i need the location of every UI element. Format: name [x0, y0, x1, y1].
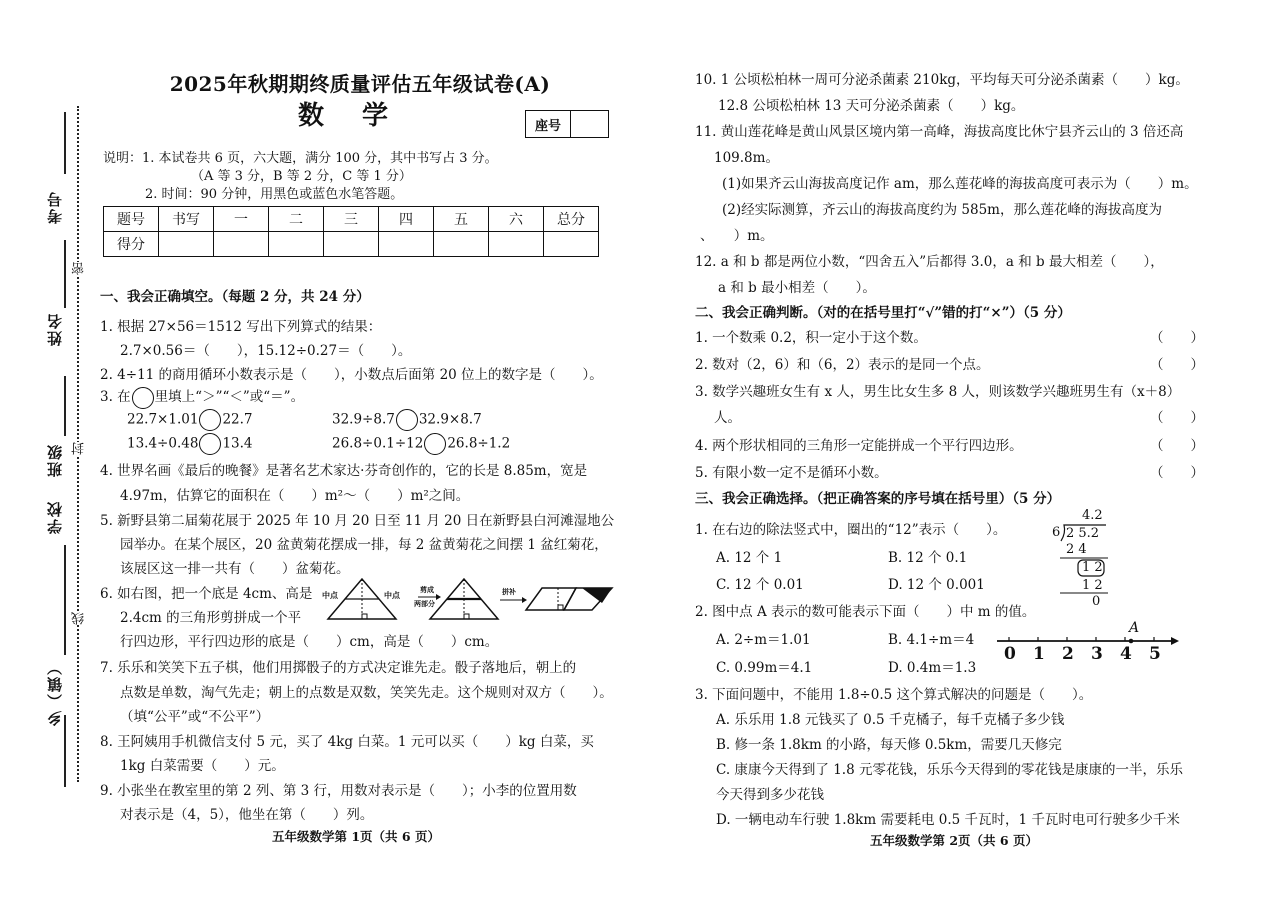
- score-header-cell: 三: [324, 207, 379, 232]
- judge-item-1: 1. 一个数乘 0.2，积一定小于这个数。: [695, 330, 927, 346]
- score-table-header-row: [104, 207, 599, 232]
- number-line-figure: [995, 622, 1180, 667]
- tick-label-4: 4: [1120, 644, 1132, 664]
- question-5-line3: 该展区这一排一共有（ ）盆菊花。: [120, 561, 350, 577]
- number-line-svg: [995, 622, 1180, 646]
- choice-2-option-b[interactable]: B. 4.1÷m＝4: [888, 632, 975, 648]
- page-2-footer: 五年级数学第 2页（共 6 页）: [870, 833, 1038, 848]
- choice-2-option-d[interactable]: D. 0.4m＝1.3: [888, 660, 977, 676]
- question-6-line3: 行四边形，平行四边形的底是（ ）cm，高是（ ）cm。: [120, 634, 499, 650]
- field-class: 班级: [46, 443, 64, 477]
- score-header-cell: 六: [489, 207, 544, 232]
- division-divisor: 6: [1052, 525, 1061, 540]
- choice-3-stem: 3. 下面问题中，不能用 1.8÷0.5 这个算式解决的问题是（ ）。: [695, 687, 1093, 703]
- score-header-cell: 五: [434, 207, 489, 232]
- division-remainder: 0: [1092, 594, 1101, 609]
- score-cell[interactable]: [269, 232, 324, 257]
- instruction-2: 2. 时间：90 分钟，用黑色或蓝色水笔答题。: [145, 187, 404, 202]
- question-11-part2-blank: 、 ）m。: [700, 228, 774, 244]
- compare-item: [127, 409, 253, 431]
- choice-3-option-b[interactable]: B. 修一条 1.8km 的小路，每天修 0.5km，需要几天修完: [716, 737, 1062, 753]
- instruction-1: 说明：1. 本试卷共 6 页，六大题，满分 100 分，其中书写占 3 分。: [103, 151, 498, 166]
- choice-1-option-d[interactable]: D. 12 个 0.001: [888, 577, 985, 593]
- question-11-part2: (2)经实际测算，齐云山的海拔高度约为 585m，那么莲花峰的海拔高度为: [722, 202, 1162, 218]
- point-a-label: A: [1129, 620, 1140, 636]
- question-6-line1: 6. 如右图，把一个底是 4cm、高是: [100, 586, 313, 602]
- section-3-heading: 三、我会正确选择。（把正确答案的序号填在括号里）（5 分）: [695, 491, 1061, 507]
- question-10-line2: 12.8 公顷松柏林 13 天可分泌杀菌素（ ）kg。: [718, 98, 1025, 114]
- judge-answer-2[interactable]: （ ）: [1150, 357, 1204, 373]
- score-cell[interactable]: [434, 232, 489, 257]
- instruction-grades: （A 等 3 分，B 等 2 分，C 等 1 分）: [191, 169, 412, 184]
- compare-item: [332, 433, 510, 455]
- compare-left: 26.8÷0.1÷12: [332, 435, 424, 452]
- question-7-line3: （填“公平”或“不公平”）: [120, 709, 270, 725]
- question-9-line2: 对表示是（4，5），他坐在第（ ）列。: [120, 807, 374, 823]
- triangle-cut-figure: [320, 575, 620, 625]
- compare-circle-icon[interactable]: [199, 409, 221, 431]
- judge-answer-1[interactable]: （ ）: [1150, 330, 1204, 346]
- score-header-cell: 题号: [104, 207, 159, 232]
- question-11-part1: (1)如果齐云山海拔高度记作 am，那么莲花峰的海拔高度可表示为（ ）m。: [722, 176, 1198, 192]
- score-header-cell: 总分: [544, 207, 599, 232]
- judge-item-3: 3. 数学兴趣班女生有 x 人，男生比女生多 8 人，则该数学兴趣班男生有（x＋8）: [695, 384, 1181, 400]
- compare-circle-icon: [132, 387, 154, 409]
- field-township: 乡（镇）: [46, 658, 64, 726]
- cut-label-bottom: 两部分: [414, 599, 435, 608]
- township-underline: [64, 715, 66, 787]
- score-cell[interactable]: [379, 232, 434, 257]
- seat-number-field[interactable]: [571, 111, 608, 137]
- score-table: [103, 206, 599, 257]
- score-header-cell: 书写: [159, 207, 214, 232]
- section-1-heading: 一、我会正确填空。（每题 2 分，共 24 分）: [100, 289, 370, 305]
- compare-right: 32.9×8.7: [418, 411, 482, 428]
- question-5-line2: 园举办。在某个展区，20 盆黄菊花摆成一排，每 2 盆黄菊花之间摆 1 盆红菊花，: [120, 537, 608, 553]
- division-quotient: 4.2: [1082, 508, 1103, 523]
- question-7-line2: 点数是单数，淘气先走；朝上的点数是双数，笑笑先走。这个规则对双方（ ）。: [120, 685, 613, 701]
- long-division-figure: [1048, 507, 1118, 607]
- division-circled-12: 1 2: [1082, 560, 1103, 575]
- compare-circle-icon[interactable]: [199, 433, 221, 455]
- exam-title: 2025年秋期期终质量评估五年级试卷(A): [169, 72, 551, 96]
- division-dividend: 2 5.2: [1066, 526, 1100, 541]
- question-8-line1: 8. 王阿姨用手机微信支付 5 元，买了 4kg 白菜。1 元可以买（ ）kg 白菜，买: [100, 734, 594, 750]
- seal-mark-mi: 密: [72, 262, 87, 275]
- division-step1: 2 4: [1066, 542, 1087, 557]
- judge-answer-4[interactable]: （ ）: [1150, 438, 1204, 454]
- score-header-cell: 一: [214, 207, 269, 232]
- judge-item-5: 5. 有限小数一定不是循环小数。: [695, 465, 888, 481]
- question-12-line2: a 和 b 最小相差（ ）。: [718, 280, 876, 296]
- choice-3-option-a[interactable]: A. 乐乐用 1.8 元钱买了 0.5 千克橘子，每千克橘子多少钱: [716, 712, 1065, 728]
- question-1-blanks: 2.7×0.56＝（ ），15.12÷0.27＝（ ）。: [120, 343, 412, 359]
- score-table-score-row: [104, 232, 599, 257]
- question-6-line2: 2.4cm 的三角形剪拼成一个平: [120, 610, 302, 626]
- compare-right: 22.7: [222, 411, 253, 428]
- seal-mark-xian: 线: [72, 612, 87, 625]
- score-cell[interactable]: [544, 232, 599, 257]
- score-header-cell: 四: [379, 207, 434, 232]
- choice-3-option-c-cont: 今天得到多少花钱: [716, 787, 824, 803]
- midpoint-label-right: 中点: [384, 590, 400, 600]
- question-3-suffix: 里填上“＞”“＜”或“＝”。: [154, 389, 305, 405]
- compare-circle-icon[interactable]: [396, 409, 418, 431]
- seal-mark-feng: 封: [72, 442, 87, 455]
- question-5-line1: 5. 新野县第二届菊花展于 2025 年 10 月 20 日至 11 月 20 日在新野县白河滩湿地公: [100, 513, 615, 529]
- score-header-cell: 二: [269, 207, 324, 232]
- school-underline: [64, 545, 66, 655]
- question-11-line1: 11. 黄山莲花峰是黄山风景区境内第一高峰，海拔高度比休宁县齐云山的 3 倍还高: [695, 124, 1184, 140]
- compare-left: 32.9÷8.7: [332, 411, 395, 428]
- choice-3-option-c[interactable]: C. 康康今天得到了 1.8 元零花钱，乐乐今天得到的零花钱是康康的一半，乐乐: [716, 762, 1183, 778]
- compare-right: 26.8÷1.2: [447, 435, 511, 452]
- choice-2-option-c[interactable]: C. 0.99m＝4.1: [716, 660, 813, 676]
- tick-label-3: 3: [1091, 644, 1103, 664]
- question-7-line1: 7. 乐乐和笑笑下五子棋，他们用掷骰子的方式决定谁先走。骰子落地后，朝上的: [100, 660, 577, 676]
- question-2: 2. 4÷11 的商用循环小数表示是（ ），小数点后面第 20 位上的数字是（ ）。: [100, 367, 603, 383]
- triangle-figure-svg: [320, 575, 620, 625]
- join-label: 拼补: [502, 587, 516, 596]
- question-3-stem: [100, 385, 304, 409]
- tick-label-1: 1: [1033, 644, 1045, 664]
- tick-label-5: 5: [1149, 644, 1161, 664]
- choice-1-option-b[interactable]: B. 12 个 0.1: [888, 550, 968, 566]
- compare-right: 13.4: [222, 435, 253, 452]
- question-11-line2: 109.8m。: [714, 150, 779, 166]
- judge-answer-5[interactable]: （ ）: [1150, 465, 1204, 481]
- exam-number-underline: [64, 112, 66, 174]
- choice-1-option-a[interactable]: A. 12 个 1: [716, 550, 783, 566]
- compare-item: [127, 433, 253, 455]
- question-1-stem: 1. 根据 27×56＝1512 写出下列算式的结果：: [100, 319, 382, 335]
- judge-item-4: 4. 两个形状相同的三角形一定能拼成一个平行四边形。: [695, 438, 1023, 454]
- score-cell[interactable]: [324, 232, 379, 257]
- division-step2: 1 2: [1082, 578, 1103, 593]
- score-cell[interactable]: [214, 232, 269, 257]
- compare-left: 13.4÷0.48: [127, 435, 199, 452]
- score-row-label: 得分: [104, 232, 159, 257]
- field-school: 学校: [46, 500, 64, 534]
- tick-label-2: 2: [1062, 644, 1074, 664]
- compare-item: [332, 409, 482, 431]
- choice-1-option-c[interactable]: C. 12 个 0.01: [716, 577, 804, 593]
- question-4-line2: 4.97m，估算它的面积在（ ）m²～（ ）m²之间。: [120, 488, 470, 504]
- choice-2-option-a[interactable]: A. 2÷m＝1.01: [716, 632, 811, 648]
- page-1-footer: 五年级数学第 1页（共 6 页）: [272, 829, 440, 844]
- choice-3-option-d[interactable]: D. 一辆电动车行驶 1.8km 需要耗电 0.5 千瓦时，1 千瓦时电可行驶多少千米: [716, 812, 1180, 828]
- judge-answer-3[interactable]: （ ）: [1150, 410, 1204, 426]
- seat-number-label: 座号: [526, 111, 571, 137]
- midpoint-label-left: 中点: [322, 590, 338, 600]
- question-8-line2: 1kg 白菜需要（ ）元。: [120, 758, 285, 774]
- exam-instructions: [103, 150, 498, 204]
- question-10-line1: 10. 1 公顷松柏林一周可分泌杀菌素 210kg，平均每天可分泌杀菌素（ ）kg。: [695, 72, 1189, 88]
- choice-2-stem: 2. 图中点 A 表示的数可能表示下面（ ）中 m 的值。: [695, 604, 1036, 620]
- section-2-heading: 二、我会正确判断。（对的在括号里打“√”错的打“×”）（5 分）: [695, 305, 1071, 321]
- compare-left: 22.7×1.01: [127, 411, 199, 428]
- subject-title: 数学: [298, 101, 427, 131]
- class-underline: [64, 376, 66, 436]
- score-cell[interactable]: [489, 232, 544, 257]
- choice-1-stem: 1. 在右边的除法竖式中，圈出的“12”表示（ ）。: [695, 522, 1007, 538]
- question-4-line1: 4. 世界名画《最后的晚餐》是著名艺术家达·芬奇创作的，它的长是 8.85m，宽是: [100, 463, 588, 479]
- field-name: 姓名: [46, 312, 64, 346]
- field-exam-number: 考号: [46, 190, 64, 224]
- cut-label-top: 剪成: [420, 585, 434, 594]
- name-underline: [64, 240, 66, 308]
- question-12-line1: 12. a 和 b 都是两位小数，“四舍五入”后都得 3.0，a 和 b 最大相差（ ），: [695, 254, 1164, 270]
- question-3-prefix: 3. 在: [100, 389, 131, 405]
- judge-item-2: 2. 数对（2，6）和（6，2）表示的是同一个点。: [695, 357, 990, 373]
- seat-number-box: [525, 110, 609, 138]
- compare-circle-icon[interactable]: [424, 433, 446, 455]
- judge-item-3-cont: 人。: [714, 410, 741, 426]
- question-9-line1: 9. 小张坐在教室里的第 2 列、第 3 行，用数对表示是（ ）；小李的位置用数: [100, 783, 577, 799]
- tick-label-0: 0: [1004, 644, 1016, 664]
- score-cell[interactable]: [159, 232, 214, 257]
